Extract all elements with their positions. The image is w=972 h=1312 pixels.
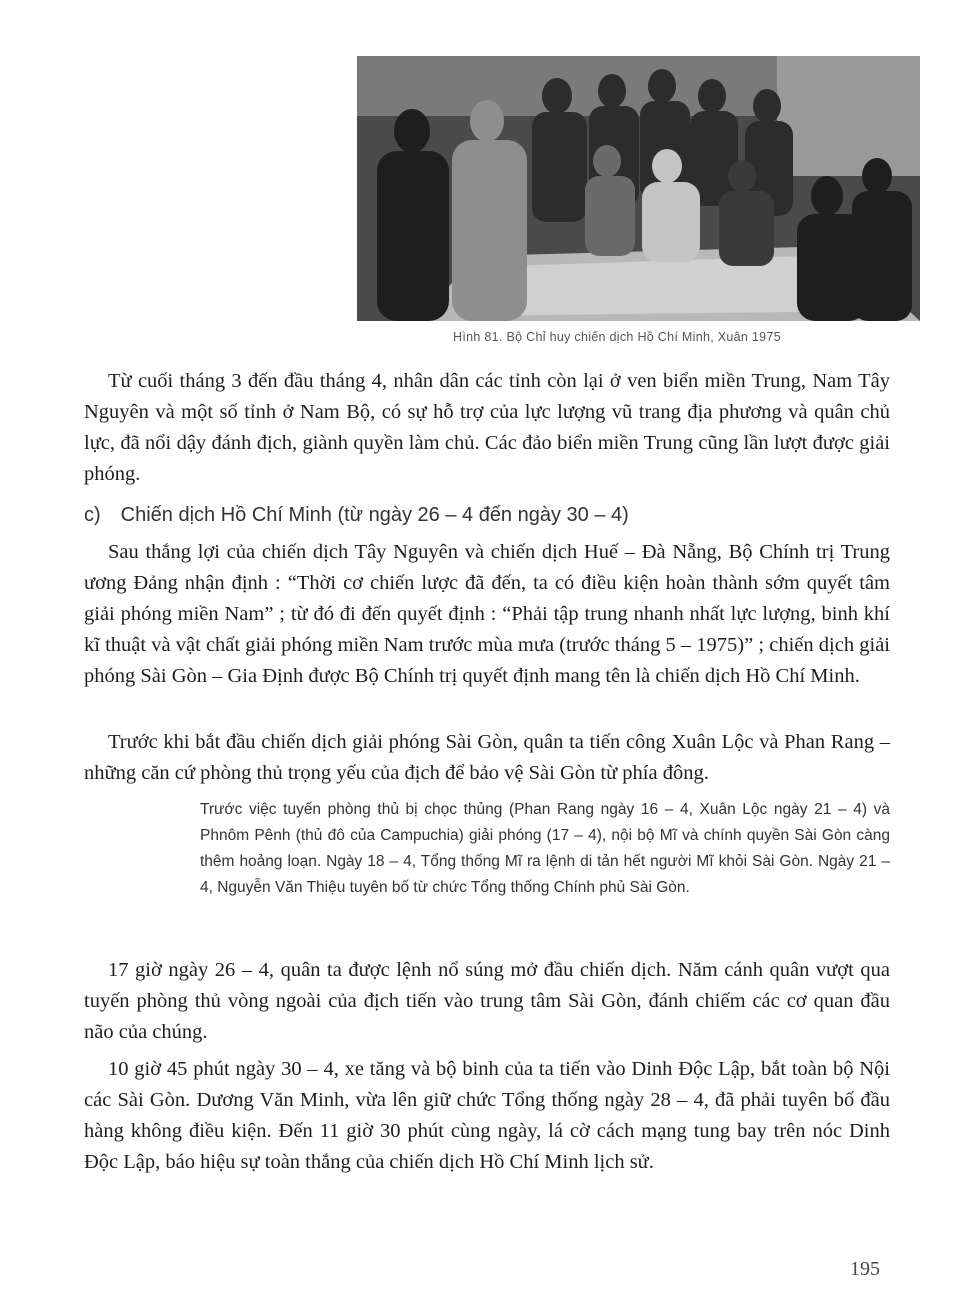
historical-photo [357, 56, 920, 321]
section-title: Chiến dịch Hồ Chí Minh (từ ngày 26 – 4 đến ngày 30 – 4) [120, 504, 629, 526]
page-number: 195 [850, 1258, 880, 1280]
paragraph-5: 10 giờ 45 phút ngày 30 – 4, xe tăng và bộ binh của ta tiến vào Dinh Độc Lập, bắt toàn bộ Nội các Sài Gòn. Dương Văn Minh, vừa lên giữ chức Tổng thống ngày 28 – 4, đã phải tuyên bố đầu hàng không điều kiện. Đến 11 giờ 30 phút cùng ngày, lá cờ cách mạng tung bay trên nóc Dinh Độc Lập, báo hiệu sự toàn thắng của chiến dịch Hồ Chí Minh lịch sử. [84, 1058, 890, 1173]
paragraph-3: Trước khi bắt đầu chiến dịch giải phóng Sài Gòn, quân ta tiến công Xuân Lộc và Phan Rang – những căn cứ phòng thủ trọng yếu của địch để bảo vệ Sài Gòn từ phía đông. [84, 731, 890, 784]
photo-illustration [357, 56, 920, 321]
figure-caption: Hình 81. Bộ Chỉ huy chiến dịch Hồ Chí Minh, Xuân 1975 [453, 330, 781, 344]
paragraph-4: 17 giờ ngày 26 – 4, quân ta được lệnh nổ súng mở đầu chiến dịch. Năm cánh quân vượt qua tuyến phòng thủ vòng ngoài của địch tiến vào trung tâm Sài Gòn, đánh chiếm các cơ quan đầu não của chúng. [84, 959, 890, 1043]
section-heading [84, 504, 629, 527]
paragraph-1: Từ cuối tháng 3 đến đầu tháng 4, nhân dân các tỉnh còn lại ở ven biển miền Trung, Nam Tây Nguyên và một số tỉnh ở Nam Bộ, có sự hỗ trợ của lực lượng vũ trang địa phương và quân chủ lực, đã nổi dậy đánh địch, giành quyền làm chủ. Các đảo biển miền Trung cũng lần lượt được giải phóng. [84, 370, 890, 485]
supplementary-note: Trước việc tuyến phòng thủ bị chọc thủng (Phan Rang ngày 16 – 4, Xuân Lộc ngày 21 – 4) và Phnôm Pênh (thủ đô của Campuchia) giải phóng (17 – 4), nội bộ Mĩ và chính quyền Sài Gòn càng thêm hoảng loạn. Ngày 18 – 4, Tổng thống Mĩ ra lệnh di tản hết người Mĩ khỏi Sài Gòn. Ngày 21 – 4, Nguyễn Văn Thiệu tuyên bố từ chức Tổng thống Chính phủ Sài Gòn. [200, 801, 890, 896]
paragraph-2: Sau thắng lợi của chiến dịch Tây Nguyên và chiến dịch Huế – Đà Nẵng, Bộ Chính trị Trung ương Đảng nhận định : “Thời cơ chiến lược đã đến, ta có điều kiện hoàn thành sớm quyết tâm giải phóng miền Nam” ; từ đó đi đến quyết định : “Phải tập trung nhanh nhất lực lượng, binh khí kĩ thuật và vật chất giải phóng miền Nam trước mùa mưa (trước tháng 5 – 1975)” ; chiến dịch giải phóng Sài Gòn – Gia Định được Bộ Chính trị quyết định mang tên là chiến dịch Hồ Chí Minh. [84, 541, 890, 687]
section-letter: c) [84, 504, 101, 526]
